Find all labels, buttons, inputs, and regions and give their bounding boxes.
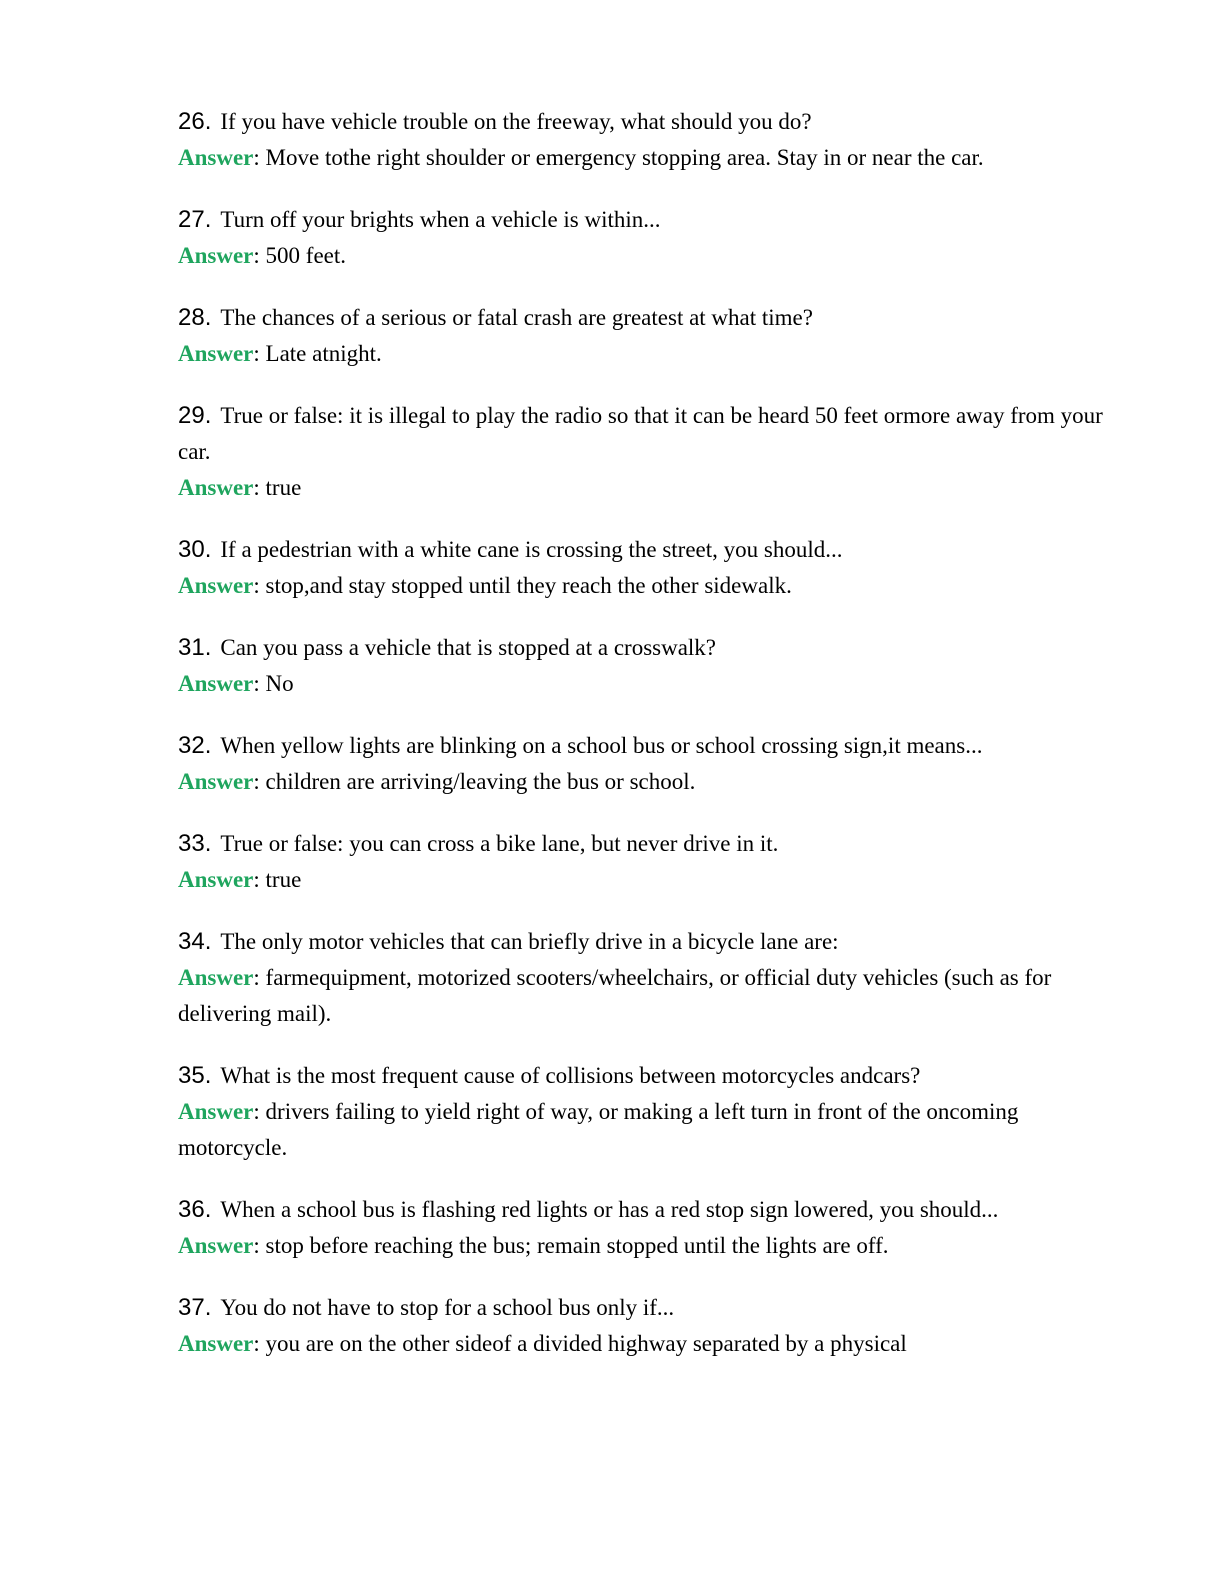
answer-colon: : — [253, 965, 266, 990]
question-number: 36. — [178, 1196, 212, 1223]
question-line — [178, 1192, 1114, 1228]
question-line — [178, 924, 1114, 960]
qa-item — [178, 1290, 1114, 1362]
answer-text: true — [265, 475, 302, 500]
question-text: When yellow lights are blinking on a school bus or school crossing sign,it means... — [220, 733, 983, 758]
question-line — [178, 728, 1114, 764]
answer-text: farmequipment, motorized scooters/wheelchairs, or official duty vehicles (such as for delivering mail). — [178, 965, 1052, 1026]
answer-line — [178, 960, 1114, 1032]
answer-line — [178, 1326, 1114, 1362]
question-line — [178, 532, 1114, 568]
answer-line — [178, 862, 1114, 898]
question-number: 37. — [178, 1294, 212, 1321]
question-text: True or false: it is illegal to play the radio so that it can be heard 50 feet ormore away from your car. — [178, 403, 1103, 464]
question-line — [178, 104, 1114, 140]
answer-label: Answer — [178, 475, 254, 500]
question-number: 33. — [178, 830, 212, 857]
answer-label: Answer — [178, 867, 254, 892]
qa-item — [178, 826, 1114, 898]
answer-line — [178, 470, 1114, 506]
question-text: Turn off your brights when a vehicle is within... — [220, 207, 661, 232]
question-number: 30. — [178, 536, 212, 563]
answer-label: Answer — [178, 243, 254, 268]
question-number: 35. — [178, 1062, 212, 1089]
qa-item — [178, 924, 1114, 1032]
answer-text: you are on the other sideof a divided highway separated by a physical — [265, 1331, 907, 1356]
answer-line — [178, 666, 1114, 702]
answer-text: No — [265, 671, 294, 696]
answer-label: Answer — [178, 965, 254, 990]
answer-label: Answer — [178, 1099, 254, 1124]
answer-label: Answer — [178, 1233, 254, 1258]
answer-line — [178, 336, 1114, 372]
qa-item — [178, 728, 1114, 800]
answer-label: Answer — [178, 341, 254, 366]
answer-label: Answer — [178, 145, 254, 170]
question-line — [178, 630, 1114, 666]
answer-text: Late atnight. — [265, 341, 382, 366]
answer-colon: : — [253, 1331, 266, 1356]
answer-colon: : — [253, 769, 266, 794]
answer-label: Answer — [178, 1331, 254, 1356]
answer-label: Answer — [178, 573, 254, 598]
answer-text: true — [265, 867, 302, 892]
question-number: 27. — [178, 206, 212, 233]
question-number: 31. — [178, 634, 212, 661]
answer-colon: : — [253, 341, 266, 366]
question-line — [178, 826, 1114, 862]
qa-item — [178, 202, 1114, 274]
question-number: 29. — [178, 402, 212, 429]
qa-item — [178, 1058, 1114, 1166]
question-text: You do not have to stop for a school bus only if... — [220, 1295, 675, 1320]
question-line — [178, 300, 1114, 336]
answer-colon: : — [253, 1233, 266, 1258]
answer-label: Answer — [178, 769, 254, 794]
question-text: When a school bus is flashing red lights or has a red stop sign lowered, you should... — [220, 1197, 999, 1222]
answer-text: 500 feet. — [265, 243, 346, 268]
answer-colon: : — [253, 145, 266, 170]
answer-text: children are arriving/leaving the bus or school. — [265, 769, 696, 794]
question-text: The only motor vehicles that can briefly drive in a bicycle lane are: — [220, 929, 839, 954]
answer-text: drivers failing to yield right of way, or making a left turn in front of the oncoming motorcycle. — [178, 1099, 1019, 1160]
question-text: Can you pass a vehicle that is stopped at a crosswalk? — [220, 635, 717, 660]
answer-text: stop,and stay stopped until they reach the other sidewalk. — [265, 573, 792, 598]
answer-colon: : — [253, 243, 266, 268]
qa-item — [178, 532, 1114, 604]
qa-item — [178, 398, 1114, 506]
answer-line — [178, 568, 1114, 604]
qa-item — [178, 1192, 1114, 1264]
answer-text: stop before reaching the bus; remain stopped until the lights are off. — [265, 1233, 889, 1258]
question-number: 32. — [178, 732, 212, 759]
answer-colon: : — [253, 1099, 266, 1124]
answer-line — [178, 1228, 1114, 1264]
answer-line — [178, 1094, 1114, 1166]
qa-list — [178, 104, 1114, 1362]
question-text: What is the most frequent cause of collisions between motorcycles andcars? — [220, 1063, 921, 1088]
qa-item — [178, 630, 1114, 702]
answer-text: Move tothe right shoulder or emergency stopping area. Stay in or near the car. — [265, 145, 984, 170]
question-line — [178, 398, 1114, 470]
question-line — [178, 1058, 1114, 1094]
question-text: The chances of a serious or fatal crash are greatest at what time? — [220, 305, 813, 330]
answer-label: Answer — [178, 671, 254, 696]
answer-colon: : — [253, 475, 266, 500]
answer-colon: : — [253, 671, 266, 696]
answer-line — [178, 238, 1114, 274]
qa-item — [178, 104, 1114, 176]
answer-colon: : — [253, 573, 266, 598]
question-number: 34. — [178, 928, 212, 955]
answer-line — [178, 140, 1114, 176]
question-line — [178, 202, 1114, 238]
question-line — [178, 1290, 1114, 1326]
question-text: True or false: you can cross a bike lane, but never drive in it. — [220, 831, 779, 856]
qa-item — [178, 300, 1114, 372]
question-number: 28. — [178, 304, 212, 331]
question-text: If a pedestrian with a white cane is crossing the street, you should... — [220, 537, 843, 562]
answer-colon: : — [253, 867, 266, 892]
answer-line — [178, 764, 1114, 800]
question-number: 26. — [178, 108, 212, 135]
question-text: If you have vehicle trouble on the freeway, what should you do? — [220, 109, 812, 134]
